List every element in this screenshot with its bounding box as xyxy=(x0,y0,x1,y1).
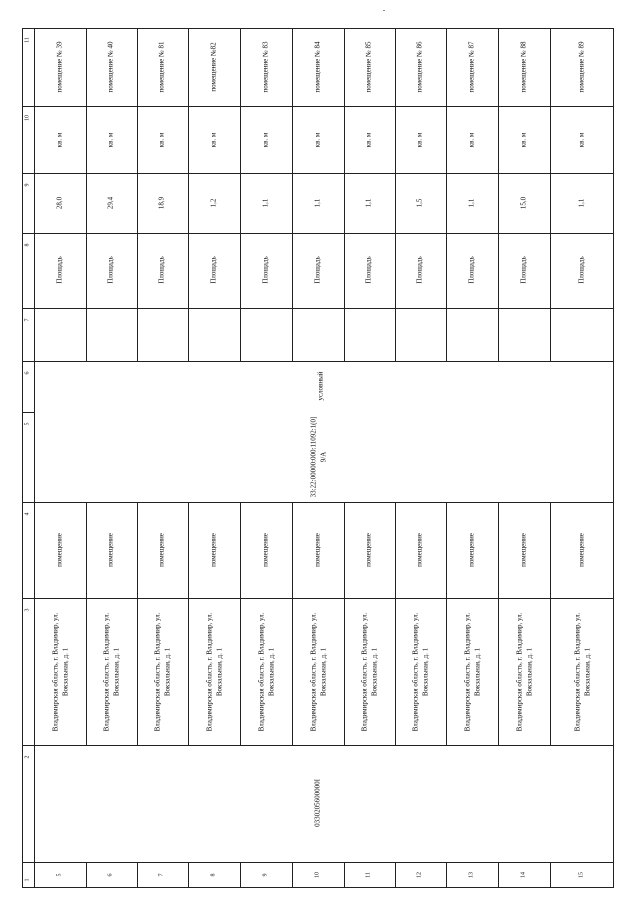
row-line xyxy=(137,502,138,745)
room-name: помещение №82 xyxy=(209,42,218,92)
column-number: 8 xyxy=(24,243,31,247)
row-line xyxy=(292,862,293,888)
section-line xyxy=(22,308,614,309)
area-value: 1,2 xyxy=(209,198,218,208)
address-line: Вокзальная, д. 1 xyxy=(525,647,534,697)
row-line xyxy=(550,862,551,888)
parameter-label: Площадь xyxy=(261,256,270,284)
address-line: Вокзальная, д. 1 xyxy=(370,647,379,697)
section-line-header xyxy=(22,412,34,413)
room-name: помещение № 39 xyxy=(55,41,64,93)
cadastral-number-suffix: 9/А xyxy=(319,451,328,463)
area-unit: кв. м xyxy=(313,132,322,148)
parameter-label: Площадь xyxy=(467,256,476,284)
object-type: помещение xyxy=(209,533,218,567)
table-grid xyxy=(22,28,614,888)
row-number: 7 xyxy=(158,873,165,877)
address-line: Владимирская область, г. Владимир, ул. xyxy=(360,612,369,732)
room-name: помещение № 81 xyxy=(157,41,166,93)
row-line xyxy=(395,862,396,888)
parameter-label: Площадь xyxy=(577,256,586,284)
object-type: помещение xyxy=(577,533,586,567)
address-line: Владимирская область, г. Владимир, ул. xyxy=(515,612,524,732)
row-number: 9 xyxy=(262,873,269,877)
parameter-label: Площадь xyxy=(415,256,424,284)
area-unit: кв. м xyxy=(209,132,218,148)
address-line: Владимирская область, г. Владимир, ул. xyxy=(153,612,162,732)
column-number: 6 xyxy=(24,371,31,375)
address-line: Вокзальная, д. 1 xyxy=(583,647,592,697)
row-line xyxy=(188,28,189,361)
address-line: Владимирская область, г. Владимир, ул. xyxy=(411,612,420,732)
column-number: 9 xyxy=(24,183,31,187)
address-line: Вокзальная, д. 1 xyxy=(319,647,328,697)
column-number: 4 xyxy=(24,512,31,516)
row-line xyxy=(395,28,396,361)
area-value: 1,1 xyxy=(313,198,322,208)
row-number: 14 xyxy=(520,872,527,878)
row-line xyxy=(498,502,499,745)
row-number: 6 xyxy=(107,873,114,877)
parameter-label: Площадь xyxy=(364,256,373,284)
scan-speck xyxy=(383,10,385,11)
cadastral-number: 33:22:00000:000:11092:1(0] xyxy=(309,416,318,498)
object-kind-value: условный xyxy=(316,371,325,401)
area-unit: кв. м xyxy=(364,132,373,148)
row-line xyxy=(446,28,447,361)
section-line xyxy=(22,862,614,863)
section-line xyxy=(22,361,614,362)
address-line: Вокзальная, д. 1 xyxy=(61,647,70,697)
address-line: Вокзальная, д. 1 xyxy=(215,647,224,697)
object-type: помещение xyxy=(467,533,476,567)
row-line xyxy=(446,862,447,888)
address-line: Вокзальная, д. 1 xyxy=(112,647,121,697)
address-line: Вокзальная, д. 1 xyxy=(163,647,172,697)
area-value: 28,0 xyxy=(55,196,64,210)
row-number: 12 xyxy=(416,872,423,878)
area-unit: кв. м xyxy=(467,132,476,148)
row-line xyxy=(86,502,87,745)
section-line xyxy=(22,106,614,107)
column-number: 10 xyxy=(24,115,31,121)
column-number: 5 xyxy=(24,422,31,426)
row-number: 13 xyxy=(468,872,475,878)
area-value: 18,9 xyxy=(157,196,166,210)
row-number: 8 xyxy=(210,873,217,877)
address-line: Владимирская область, г. Владимир, ул. xyxy=(573,612,582,732)
address-line: Вокзальная, д. 1 xyxy=(421,647,430,697)
section-line xyxy=(22,502,614,503)
section-line xyxy=(22,745,614,746)
parameter-label: Площадь xyxy=(55,256,64,284)
area-value: 1,1 xyxy=(577,198,586,208)
room-name: помещение № 83 xyxy=(261,41,270,93)
column-number: 3 xyxy=(24,608,31,612)
area-value: 29,4 xyxy=(106,196,115,210)
row-line xyxy=(446,502,447,745)
row-number: 10 xyxy=(314,872,321,878)
object-type: помещение xyxy=(261,533,270,567)
address-line: Владимирская область, г. Владимир, ул. xyxy=(51,612,60,732)
parameter-label: Площадь xyxy=(313,256,322,284)
area-value: 1,5 xyxy=(415,198,424,208)
address-line: Владимирская область, г. Владимир, ул. xyxy=(205,612,214,732)
object-type: помещение xyxy=(106,533,115,567)
row-line xyxy=(240,502,241,745)
row-number: 15 xyxy=(578,872,585,878)
room-name: помещение № 89 xyxy=(577,41,586,93)
row-line xyxy=(188,862,189,888)
row-line xyxy=(498,862,499,888)
area-value: 1,1 xyxy=(364,198,373,208)
row-line xyxy=(498,28,499,361)
row-line xyxy=(292,28,293,361)
area-unit: кв. м xyxy=(261,132,270,148)
room-name: помещение № 87 xyxy=(467,41,476,93)
address-line: Владимирская область, г. Владимир, ул. xyxy=(463,612,472,732)
room-name: помещение № 40 xyxy=(106,41,115,93)
area-value: 1,1 xyxy=(261,198,270,208)
row-line xyxy=(137,862,138,888)
object-type: помещение xyxy=(519,533,528,567)
address-line: Владимирская область, г. Владимир, ул. xyxy=(309,612,318,732)
row-line xyxy=(137,28,138,361)
object-type: помещение xyxy=(157,533,166,567)
table-border-left xyxy=(22,28,23,888)
object-type: помещение xyxy=(364,533,373,567)
room-name: помещение № 84 xyxy=(313,41,322,93)
column-number: 2 xyxy=(24,755,31,759)
address-line: Вокзальная, д. 1 xyxy=(267,647,276,697)
address-line: Вокзальная, д. 1 xyxy=(473,647,482,697)
column-number: 7 xyxy=(24,318,31,322)
registry-code: 0330205600000I xyxy=(313,779,322,827)
object-type: помещение xyxy=(415,533,424,567)
section-line xyxy=(22,173,614,174)
object-type: помещение xyxy=(55,533,64,567)
parameter-label: Площадь xyxy=(519,256,528,284)
section-line xyxy=(22,598,614,599)
row-line xyxy=(86,28,87,361)
row-number: 5 xyxy=(56,873,63,877)
column-number: 1 xyxy=(24,878,31,882)
row-line xyxy=(344,28,345,361)
room-name: помещение № 88 xyxy=(519,41,528,93)
row-line xyxy=(550,28,551,361)
room-name: помещение № 86 xyxy=(415,41,424,93)
row-line xyxy=(86,862,87,888)
area-unit: кв. м xyxy=(106,132,115,148)
row-line xyxy=(240,28,241,361)
area-unit: кв. м xyxy=(577,132,586,148)
area-unit: кв. м xyxy=(55,132,64,148)
parameter-label: Площадь xyxy=(157,256,166,284)
address-line: Владимирская область, г. Владимир, ул. xyxy=(257,612,266,732)
area-unit: кв. м xyxy=(157,132,166,148)
parameter-label: Площадь xyxy=(106,256,115,284)
address-line: Владимирская область, г. Владимир, ул. xyxy=(102,612,111,732)
row-line xyxy=(344,502,345,745)
room-name: помещение № 85 xyxy=(364,41,373,93)
row-line xyxy=(188,502,189,745)
area-unit: кв. м xyxy=(519,132,528,148)
row-line xyxy=(292,502,293,745)
row-line xyxy=(395,502,396,745)
area-value: 15,0 xyxy=(519,196,528,210)
row-number: 11 xyxy=(365,872,372,878)
area-unit: кв. м xyxy=(415,132,424,148)
row-line xyxy=(240,862,241,888)
table-border-top xyxy=(22,28,614,29)
area-value: 1,1 xyxy=(467,198,476,208)
header-strip-line xyxy=(34,28,35,888)
row-line xyxy=(550,502,551,745)
object-type: помещение xyxy=(313,533,322,567)
section-line xyxy=(22,233,614,234)
parameter-label: Площадь xyxy=(209,256,218,284)
table-border-bottom xyxy=(22,887,614,888)
column-number: 11 xyxy=(24,37,31,43)
table-border-right xyxy=(613,28,614,888)
row-line xyxy=(344,862,345,888)
